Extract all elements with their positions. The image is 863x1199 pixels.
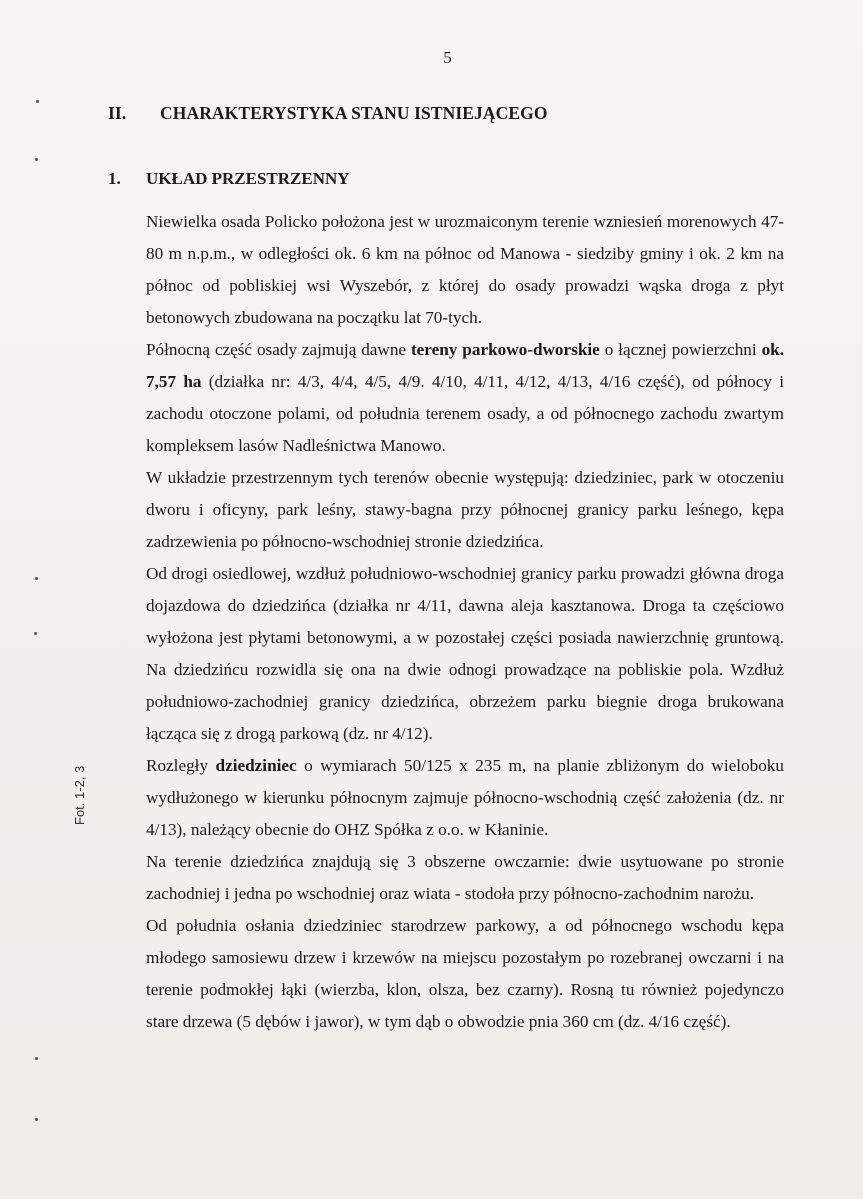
text-run: Rozległy — [146, 756, 216, 775]
text-run: o wymiarach 50/125 x 235 m, na planie zbliżonym do wieloboku wydłużonego w kierunku północnym zajmuje północno-wschodnią część założenia (dz. nr 4/13), należący obecnie do OHZ Spółka z o.o. w Kłaninie. — [146, 756, 784, 839]
scan-speck — [35, 1057, 38, 1060]
scan-speck — [35, 1118, 38, 1121]
page-number: 5 — [443, 48, 452, 67]
paragraph-location: Niewielka osada Policko położona jest w urozmaiconym terenie wzniesień morenowych 47-80 m n.p.m., w odległości ok. 6 km na północ od Manowa - siedziby gminy i ok. 2 km na północ od pobliskiej wsi Wyszebór, z której do osady prowadzi wąska droga z płyt betonowych zbudowana na początku lat 70-tych. — [146, 212, 784, 327]
paragraph-buildings: Na terenie dziedzińca znajdują się 3 obszerne owczarnie: dwie usytuowane po stronie zachodniej i jedna po wschodniej oraz wiata - stodoła przy północno-zachodnim narożu. — [146, 852, 784, 903]
section-number: 1. — [108, 169, 121, 188]
paragraph-roads: Od drogi osiedlowej, wzdłuż południowo-wschodniej granicy parku prowadzi główna droga dojazdowa do dziedzińca (działka nr 4/11, dawna aleja kasztanowa. Droga ta częściowo wyłożona jest płytami betonowymi, a w pozostałej części posiada nawierzchnię gruntową. Na dziedzińcu rozwidla się ona na dwie odnogi prowadzące na pobliskie pola. Wzdłuż południowo-zachodniej granicy dziedzińca, obrzeżem parku biegnie droga brukowana łącząca się z drogą parkową (dz. nr 4/12). — [146, 564, 784, 743]
scan-speck — [36, 100, 39, 103]
paragraph-trees: Od południa osłania dziedziniec starodrzew parkowy, a od północnego wschodu kępa młodego samosiewu drzew i krzewów na miejscu pozostałym po rozebranej owczarni i na terenie podmokłej łąki (wierzba, klon, olsza, bez czarny). Rosną tu również pojedynczo stare drzewa (5 dębów i jawor), w tym dąb o obwodzie pnia 360 cm (dz. 4/16 część). — [146, 916, 784, 1031]
paragraph-layout: W układzie przestrzennym tych terenów obecnie występują: dziedziniec, park w otoczeniu dworu i oficyny, park leśny, stawy-bagna przy północnej granicy parku leśnego, kępa zadrzewienia po północno-wschodniej stronie dziedzińca. — [146, 468, 784, 551]
chapter-title: CHARAKTERYSTYKA STANU ISTNIEJĄCEGO — [160, 103, 548, 123]
section-heading — [108, 169, 350, 189]
text-run: Północną część osady zajmują dawne — [146, 340, 411, 359]
paragraph-courtyard — [146, 750, 784, 846]
bold-term: tereny parkowo-dworskie — [410, 340, 600, 359]
body-text — [146, 206, 784, 1038]
scan-speck — [35, 158, 38, 161]
chapter-heading — [108, 103, 548, 124]
paragraph-park-area — [146, 334, 784, 462]
text-run: (działka nr: 4/3, 4/4, 4/5, 4/9. 4/10, 4/11, 4/12, 4/13, 4/16 część), od północy i zachodu otoczone polami, od południa terenem osady, a od północnego zachodu zwartym kompleksem lasów Nadleśnictwa Manowo. — [146, 372, 785, 455]
bold-area: ok. 7,57 ha — [146, 340, 785, 391]
section-title: UKŁAD PRZESTRZENNY — [146, 169, 350, 188]
scan-speck — [34, 632, 37, 635]
text-run: o łącznej powierzchni — [599, 340, 762, 359]
photo-reference-note: Fot. 1-2, 3 — [72, 765, 87, 825]
scan-speck — [35, 577, 38, 580]
bold-term: dziedziniec — [215, 756, 297, 775]
chapter-number: II. — [108, 103, 127, 123]
